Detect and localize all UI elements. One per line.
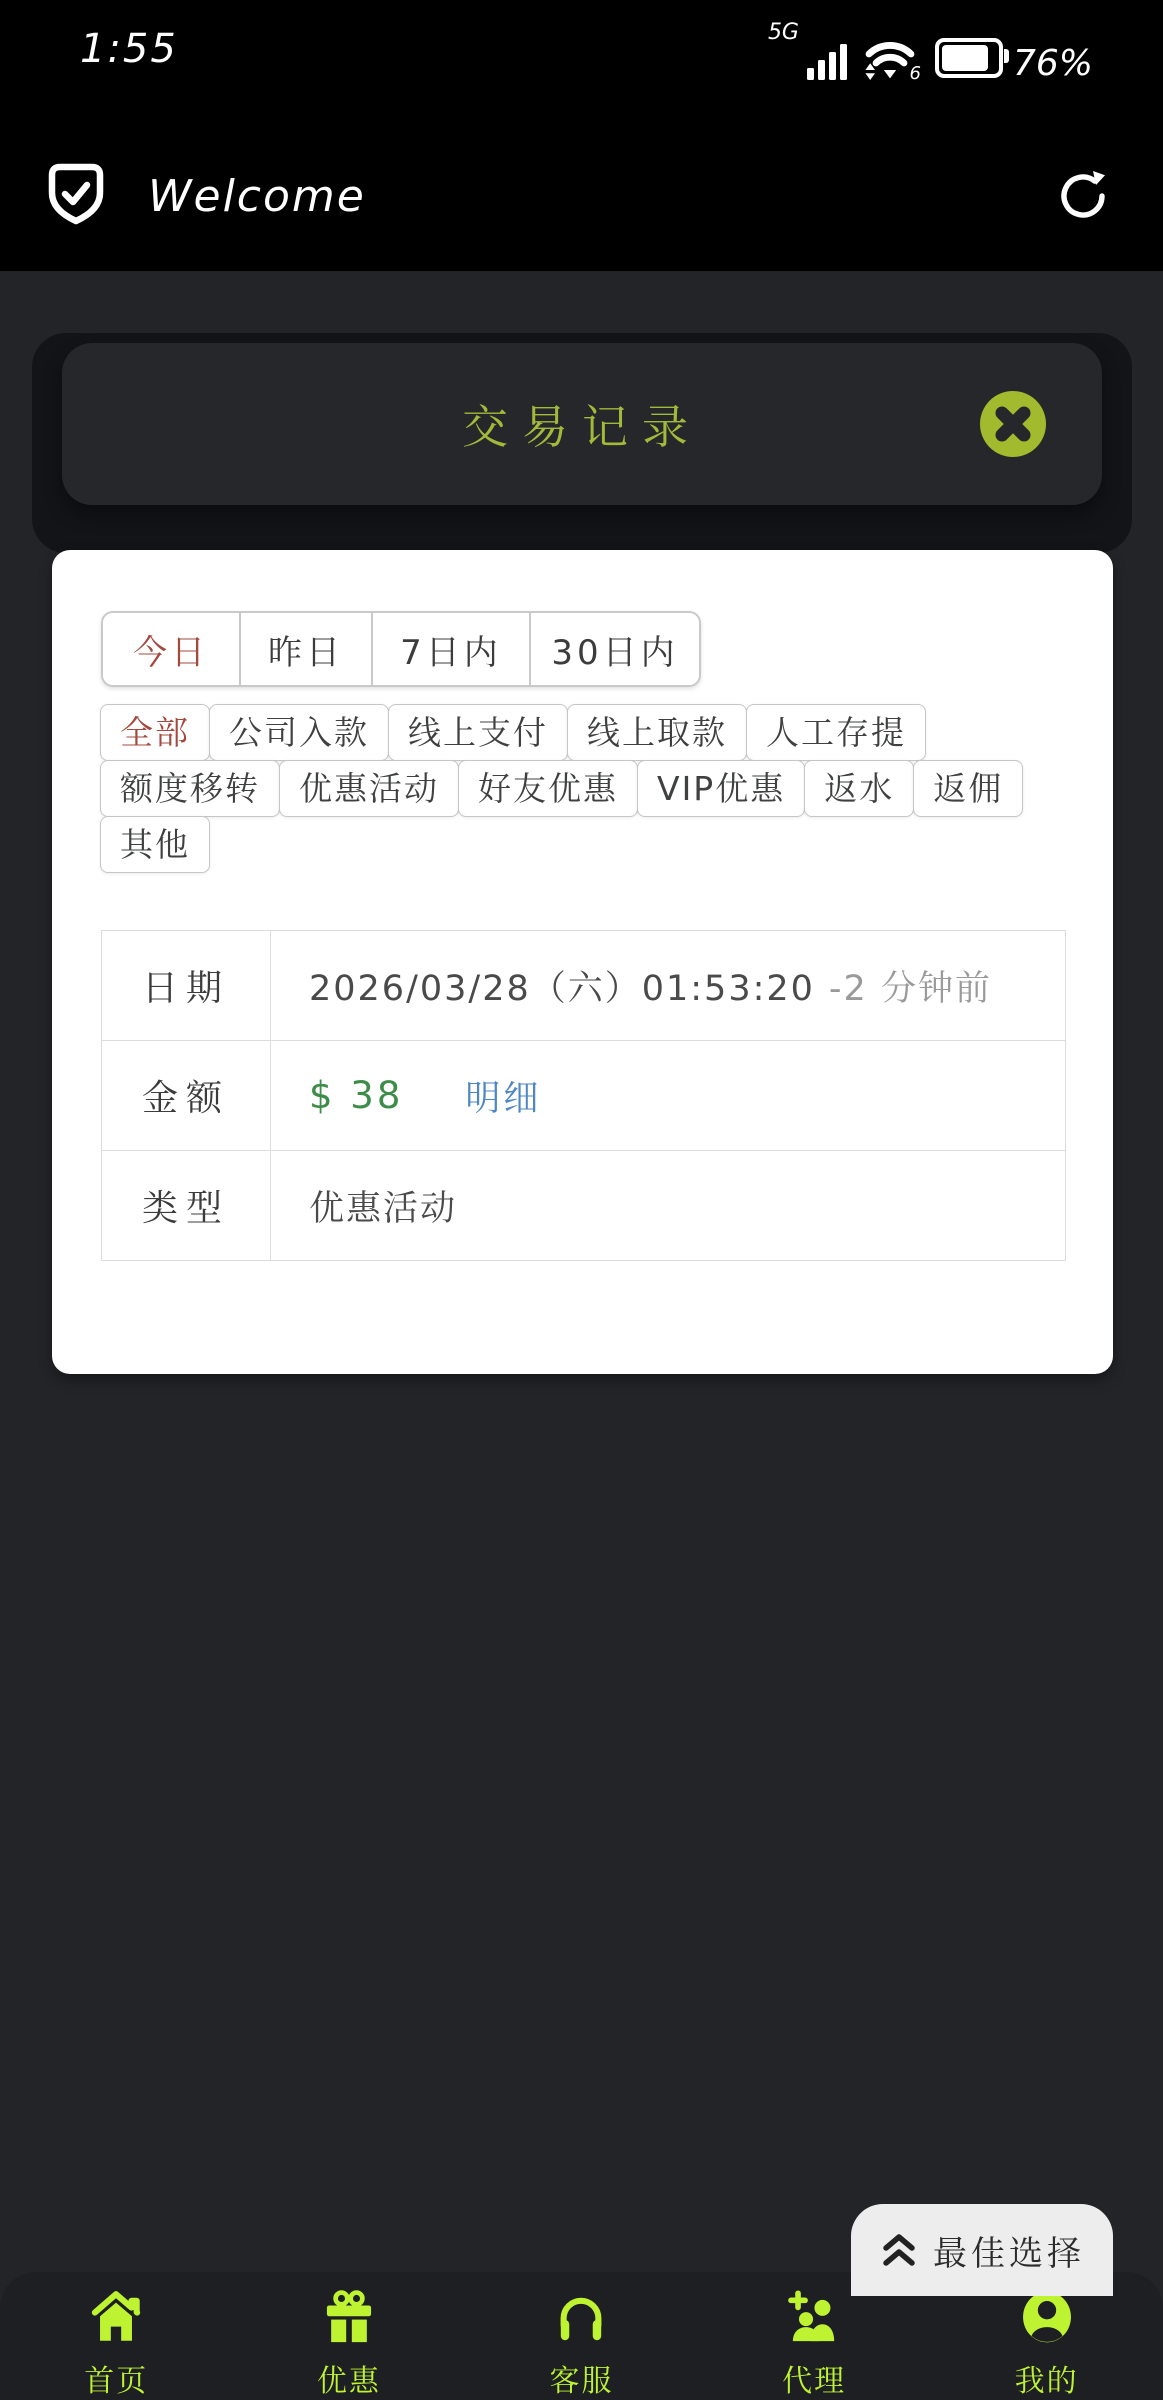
welcome-title: Welcome — [148, 170, 366, 222]
type-label: 类型 — [102, 1151, 271, 1260]
chip-vip-promo[interactable]: VIP优惠 — [637, 760, 805, 817]
category-row — [101, 705, 1081, 761]
chip-commission[interactable]: 返佣 — [913, 760, 1023, 817]
amount-label: 金额 — [102, 1041, 271, 1150]
profile-icon — [1007, 2290, 1087, 2344]
amount-value-cell — [271, 1041, 1065, 1150]
chip-quota-transfer[interactable]: 额度移转 — [100, 760, 280, 817]
chip-online-withdrawal[interactable]: 线上取款 — [567, 704, 747, 761]
transaction-card — [52, 550, 1113, 1374]
signal-strength-icon — [803, 40, 847, 80]
chip-all[interactable]: 全部 — [100, 704, 210, 761]
nav-label: 首页 — [84, 2364, 149, 2399]
amount-value: $ 38 — [309, 1074, 404, 1117]
network-type-label: 5G — [767, 20, 799, 45]
table-row-date — [102, 931, 1065, 1040]
table-row-amount — [102, 1040, 1065, 1150]
chip-other[interactable]: 其他 — [100, 816, 210, 873]
table-row-type — [102, 1150, 1065, 1260]
chip-rebate[interactable]: 返水 — [804, 760, 914, 817]
best-choice-label: 最佳选择 — [933, 2233, 1085, 2274]
wifi-band-label: 6 — [909, 63, 921, 84]
battery-icon — [935, 38, 1003, 78]
status-bar — [0, 0, 1163, 98]
nav-label: 客服 — [549, 2364, 614, 2399]
nav-label: 优惠 — [316, 2364, 381, 2399]
chip-manual-deposit[interactable]: 人工存提 — [746, 704, 926, 761]
refresh-icon[interactable] — [1055, 167, 1113, 229]
category-filters — [101, 705, 1081, 873]
tab-yesterday[interactable]: 昨日 — [239, 613, 371, 685]
date-range-tabs — [101, 611, 701, 687]
record-table — [101, 930, 1066, 1261]
clock-time: 1:55 — [80, 26, 178, 72]
modal-title: 交易记录 — [462, 400, 702, 454]
app-header — [0, 121, 1163, 271]
detail-link[interactable]: 明细 — [465, 1078, 542, 1119]
chip-online-payment[interactable]: 线上支付 — [388, 704, 568, 761]
date-value-cell — [271, 931, 1065, 1040]
nav-label: 代理 — [782, 2364, 847, 2399]
relative-time: -2 分钟前 — [828, 968, 992, 1009]
category-row — [101, 817, 1081, 873]
status-icons — [767, 18, 1093, 84]
nav-label: 我的 — [1014, 2364, 1079, 2399]
category-row — [101, 761, 1081, 817]
chip-promo-activity[interactable]: 优惠活动 — [279, 760, 459, 817]
shield-check-icon — [48, 163, 104, 229]
tab-today[interactable]: 今日 — [103, 613, 239, 685]
close-button[interactable] — [980, 391, 1046, 457]
chip-company-deposit[interactable]: 公司入款 — [209, 704, 389, 761]
battery-percent-label: 76% — [1012, 43, 1093, 84]
tab-7-days[interactable]: 7日内 — [371, 613, 529, 685]
type-value: 优惠活动 — [309, 1188, 458, 1229]
best-choice-pill[interactable] — [851, 2204, 1113, 2296]
close-x-icon — [981, 392, 1045, 456]
headset-icon — [541, 2290, 621, 2344]
nav-item-promotions[interactable] — [233, 2272, 466, 2400]
gift-icon — [309, 2290, 389, 2344]
tab-30-days[interactable]: 30日内 — [529, 613, 699, 685]
type-value-cell — [271, 1151, 1065, 1260]
double-chevron-up-icon — [879, 2231, 919, 2269]
nav-item-home[interactable] — [0, 2272, 233, 2400]
chip-friend-promo[interactable]: 好友优惠 — [458, 760, 638, 817]
user-plus-icon — [774, 2290, 854, 2344]
nav-item-support[interactable] — [465, 2272, 698, 2400]
top-black-area — [0, 0, 1163, 271]
wifi-icon — [861, 36, 921, 84]
home-icon — [76, 2290, 156, 2344]
modal-header — [62, 343, 1102, 505]
date-label: 日期 — [102, 931, 271, 1040]
date-value: 2026/03/28（六）01:53:20 — [309, 968, 815, 1009]
